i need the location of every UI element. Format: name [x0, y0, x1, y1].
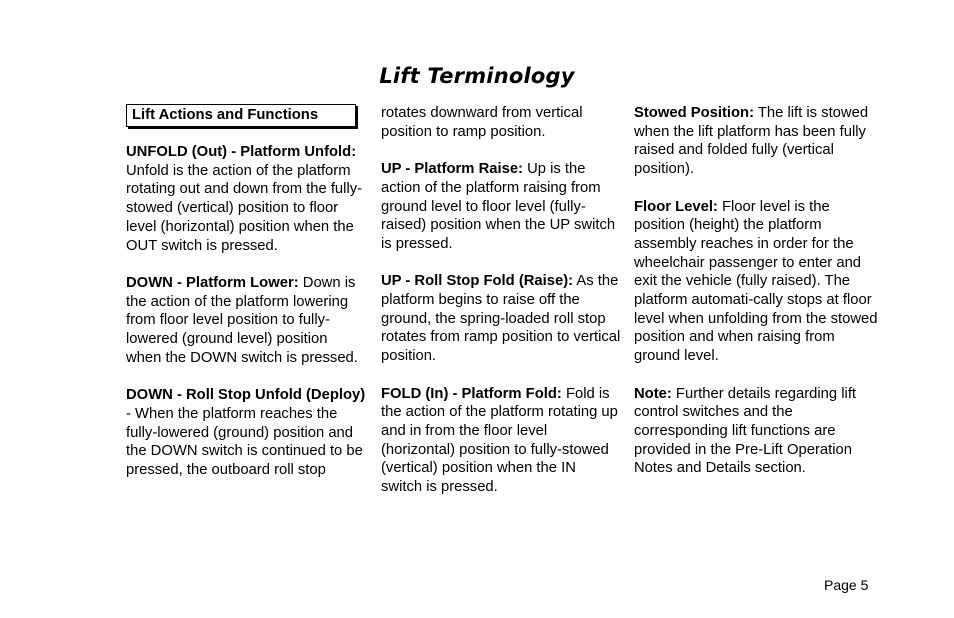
page-number: Page 5 — [824, 577, 869, 593]
section-heading-box: Lift Actions and Functions — [126, 104, 356, 127]
entry-text: As the platform begins to raise off the ground, the spring-loaded roll stop rotates from ramp position to vertical position. — [381, 273, 621, 365]
entry-up-roll-stop-fold — [381, 272, 621, 366]
entry-term: Floor Level: — [634, 198, 718, 215]
entry-term: FOLD (In) - Platform Fold: — [381, 385, 562, 402]
entry-text: Down is the action of the platform lowering from floor level position to fully-lowered (ground level) position when the DOWN switch is pressed. — [126, 274, 358, 366]
entry-fold-platform-fold — [381, 385, 621, 497]
entry-term: DOWN - Roll Stop Unfold (Deploy) — [126, 387, 366, 404]
entry-down-roll-stop-unfold — [126, 386, 366, 480]
entry-term: Note: — [634, 385, 672, 402]
entry-term: Stowed Position: — [634, 105, 755, 121]
entry-floor-level — [634, 198, 879, 366]
entry-text: - When the platform reaches the fully-lowered (ground) position and the DOWN switch is continued to be pressed, the outboard roll stop — [126, 405, 363, 478]
entry-term: UP - Roll Stop Fold (Raise): — [381, 273, 574, 290]
entry-term: UP - Platform Raise: — [381, 161, 523, 178]
entry-text: rotates downward from vertical position to ramp position. — [381, 105, 583, 140]
column-2 — [381, 104, 621, 515]
entry-text: Unfold is the action of the platform rotating out and down from the fully-stowed (vertical) position to floor level (horizontal) position when the OUT switch is pressed. — [126, 162, 363, 254]
entry-text: The lift is stowed when the lift platform has been fully raised and folded fully (vertical position). — [634, 105, 869, 178]
entry-unfold — [126, 143, 366, 255]
entry-term: UNFOLD (Out) - Platform Unfold: — [126, 144, 357, 160]
entry-text: Fold is the action of the platform rotating up and in from the floor level (horizontal) position to fully-stowed (vertical) position when the IN switch is pressed. — [381, 385, 618, 496]
entry-text: Further details regarding lift control switches and the corresponding lift functions are provided in the Pre-Lift Operation Notes and Details section. — [634, 385, 857, 477]
entry-text: Up is the action of the platform raising from ground level to floor level (fully-raised) position when the UP switch is pressed. — [381, 161, 616, 252]
column-1 — [126, 104, 366, 498]
entry-up-platform-raise — [381, 160, 621, 254]
column-3 — [634, 104, 879, 497]
entry-note — [634, 385, 879, 479]
entry-roll-stop-continued — [381, 104, 621, 141]
page-title: Lift Terminology — [379, 64, 575, 88]
entry-stowed-position — [634, 104, 879, 179]
entry-text: Floor level is the position (height) the platform assembly reaches in order for the wheelchair passenger to enter and exit the vehicle (fully raised). The platform automati-cally stops at floor level when unfolding from the stowed position and when raising from ground level. — [634, 198, 878, 365]
entry-term: DOWN - Platform Lower: — [126, 274, 299, 291]
entry-down-platform-lower — [126, 274, 366, 368]
